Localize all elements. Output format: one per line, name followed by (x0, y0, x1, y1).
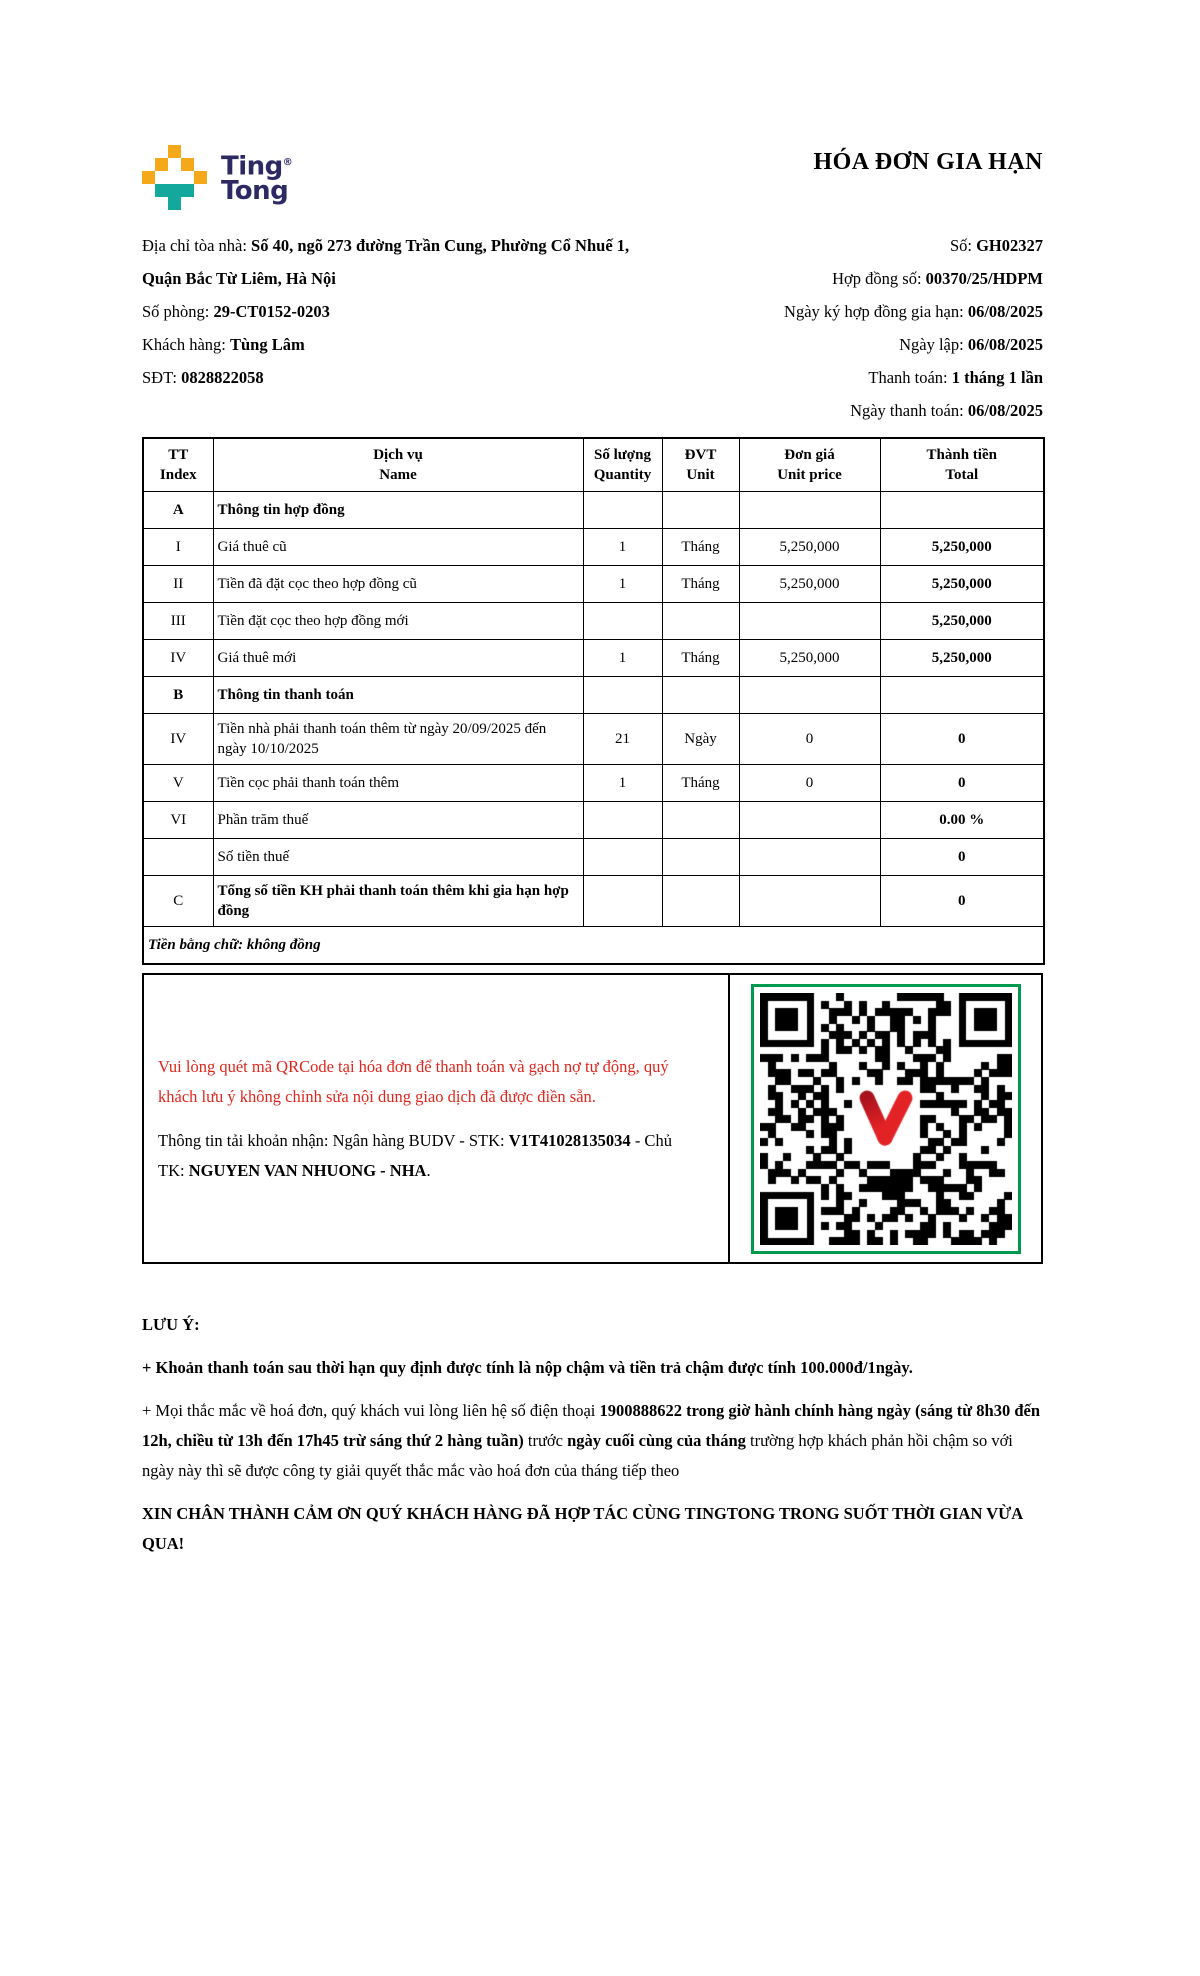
cell-name: Thông tin thanh toán (213, 677, 583, 714)
cell-unit (662, 603, 739, 640)
cell-unit-price (739, 677, 880, 714)
cell-total: 0 (880, 765, 1044, 802)
payment-box (142, 973, 1043, 1264)
building-info-value: 0828822058 (181, 368, 264, 387)
invoice-info-line: Số: GH02327 (949, 236, 1043, 255)
cell-total: 0.00 % (880, 802, 1044, 839)
cell-index: I (143, 529, 213, 566)
cell-unit-price: 5,250,000 (739, 566, 880, 603)
tingtong-logo-icon (142, 145, 207, 210)
account-segment: Thông tin tải khoản nhận: (158, 1130, 333, 1150)
cell-unit: Ngày (662, 714, 739, 765)
table-row (143, 876, 1044, 927)
cell-name: Tiền cọc phải thanh toán thêm (213, 765, 583, 802)
cell-quantity (583, 839, 662, 876)
cell-index: II (143, 566, 213, 603)
column-header: Đơn giá Unit price (739, 438, 880, 492)
cell-total (880, 492, 1044, 529)
building-info-line: Số phòng: 29-CT0152-0203 (142, 302, 330, 321)
cell-index: V (143, 765, 213, 802)
invoice-content (142, 145, 1043, 1572)
qr-notice-text: Vui lòng quét mã QRCode tại hóa đơn để thanh toán và gạch nợ tự động, quý khách lưu ý không chỉnh sửa nội dung giao dịch đã được điền sẵn. (158, 1056, 669, 1106)
cell-quantity (583, 603, 662, 640)
note-hotline-segment: trước (523, 1431, 568, 1450)
cell-index: IV (143, 714, 213, 765)
invoice-info-value: 1 tháng 1 lần (951, 368, 1043, 387)
cell-total (880, 677, 1044, 714)
account-info-text (158, 1126, 702, 1186)
cell-total: 5,250,000 (880, 529, 1044, 566)
cell-unit-price: 0 (739, 714, 880, 765)
building-info-value: Số 40, ngõ 273 đường Trần Cung, Phường Cổ Nhuế 1, Quận Bắc Từ Liêm, Hà Nội (142, 236, 630, 288)
cell-quantity: 1 (583, 529, 662, 566)
cell-total: 0 (880, 839, 1044, 876)
table-row (143, 714, 1044, 765)
invoice-info-value: GH02327 (976, 236, 1043, 255)
table-row (143, 677, 1044, 714)
logo-square (181, 158, 194, 171)
services-table (142, 437, 1045, 965)
qr-code (760, 993, 1012, 1245)
note-hotline-segment: + Mọi thắc mắc về hoá đơn, quý khách vui lòng liên hệ số điện thoại (142, 1401, 600, 1420)
invoice-info-line: Ngày ký hợp đồng gia hạn: 06/08/2025 (784, 302, 1043, 321)
tingtong-wordmark (221, 151, 293, 206)
invoice-info-line: Hợp đồng số: 00370/25/HDPM (832, 269, 1043, 288)
cell-quantity: 21 (583, 714, 662, 765)
cell-unit-price (739, 839, 880, 876)
cell-index: C (143, 876, 213, 927)
logo-word-line2: Tong (221, 175, 289, 206)
note-hotline-segment: ngày cuối cùng của tháng (567, 1431, 746, 1450)
cell-unit: Tháng (662, 765, 739, 802)
cell-total: 0 (880, 876, 1044, 927)
cell-index: A (143, 492, 213, 529)
table-row (143, 802, 1044, 839)
cell-unit (662, 802, 739, 839)
cell-total: 5,250,000 (880, 603, 1044, 640)
header (142, 145, 1043, 217)
invoice-info-line: Ngày thanh toán: 06/08/2025 (850, 401, 1043, 420)
registered-mark: ® (282, 157, 293, 168)
header-row (143, 438, 1044, 492)
cell-index: III (143, 603, 213, 640)
building-info-value: 29-CT0152-0203 (213, 302, 330, 321)
logo-square (142, 171, 155, 184)
cell-unit: Tháng (662, 566, 739, 603)
cell-total: 5,250,000 (880, 566, 1044, 603)
table-row (143, 492, 1044, 529)
table-row (143, 529, 1044, 566)
cell-unit (662, 876, 739, 927)
cell-unit: Tháng (662, 529, 739, 566)
account-segment: V1T41028135034 (508, 1130, 631, 1150)
cell-unit-price (739, 802, 880, 839)
closing-thanks: XIN CHÂN THÀNH CẢM ƠN QUÝ KHÁCH HÀNG ĐÃ HỢP TÁC CÙNG TINGTONG TRONG SUỐT THỜI GIAN VỪA QUA! (142, 1504, 1023, 1553)
cell-index: IV (143, 640, 213, 677)
cell-name: Tiền nhà phải thanh toán thêm từ ngày 20/09/2025 đến ngày 10/10/2025 (213, 714, 583, 765)
note-hotline (142, 1396, 1043, 1486)
column-header: Thành tiền Total (880, 438, 1044, 492)
column-header: Dịch vụ Name (213, 438, 583, 492)
table-row (143, 839, 1044, 876)
payment-instructions (144, 975, 730, 1262)
cell-name: Giá thuê mới (213, 640, 583, 677)
invoice-info-value: 00370/25/HDPM (925, 269, 1043, 288)
cell-quantity (583, 677, 662, 714)
note-late-payment: + Khoản thanh toán sau thời hạn quy định được tính là nộp chậm và tiền trả chậm được tính 100.000đ/1ngày. (142, 1358, 913, 1377)
cell-unit-price (739, 492, 880, 529)
cell-quantity (583, 876, 662, 927)
logo-square (168, 145, 181, 158)
cell-unit-price (739, 876, 880, 927)
account-segment: NGUYEN VAN NHUONG - NHA (188, 1160, 427, 1180)
column-header: Số lượng Quantity (583, 438, 662, 492)
cell-quantity (583, 802, 662, 839)
invoice-info-value: 06/08/2025 (967, 335, 1043, 354)
invoice-info-line: Ngày lập: 06/08/2025 (899, 335, 1043, 354)
qr-cell (730, 975, 1041, 1262)
amount-in-words-row (143, 927, 1044, 965)
document-title: HÓA ĐƠN GIA HẠN (813, 149, 1043, 175)
notes-section (142, 1310, 1043, 1559)
qr-frame (751, 984, 1021, 1254)
cell-unit-price: 5,250,000 (739, 640, 880, 677)
invoice-info-value: 06/08/2025 (967, 401, 1043, 420)
cell-total: 5,250,000 (880, 640, 1044, 677)
cell-quantity (583, 492, 662, 529)
account-segment: Ngân hàng BUDV - STK: (332, 1130, 509, 1150)
building-info-line: Địa chỉ tòa nhà: Số 40, ngõ 273 đường Trần Cung, Phường Cổ Nhuế 1, Quận Bắc Từ Liêm, Hà Nội (142, 236, 630, 288)
cell-name: Tiền đã đặt cọc theo hợp đồng cũ (213, 566, 583, 603)
table-row (143, 640, 1044, 677)
invoice-info-value: 06/08/2025 (967, 302, 1043, 321)
table-header (143, 438, 1044, 492)
cell-unit (662, 492, 739, 529)
cell-unit-price: 5,250,000 (739, 529, 880, 566)
logo-square (155, 184, 194, 197)
cell-total: 0 (880, 714, 1044, 765)
building-info (142, 229, 647, 427)
building-info-line: Khách hàng: Tùng Lâm (142, 335, 305, 354)
tingtong-logo (142, 145, 292, 210)
cell-name: Phần trăm thuế (213, 802, 583, 839)
logo-square (194, 171, 207, 184)
cell-quantity: 1 (583, 566, 662, 603)
table-row (143, 566, 1044, 603)
cell-name: Tổng số tiền KH phải thanh toán thêm khi gia hạn hợp đồng (213, 876, 583, 927)
note-hotline-segment: 1900888622 trong giờ hành chính hàng ngày (sáng từ 8h30 đến 12h, chiều từ 13h đến 17h45 trừ sáng thứ 2 hàng tuần) (142, 1401, 1040, 1450)
cell-unit (662, 839, 739, 876)
invoice-info (647, 229, 1043, 427)
building-info-value: Tùng Lâm (229, 335, 305, 354)
cell-quantity: 1 (583, 640, 662, 677)
logo-square (168, 197, 181, 210)
table-row (143, 765, 1044, 802)
cell-unit (662, 677, 739, 714)
amount-in-words: Tiền bằng chữ: không đồng (143, 927, 1044, 965)
cell-name: Tiền đặt cọc theo hợp đồng mới (213, 603, 583, 640)
column-header: ĐVT Unit (662, 438, 739, 492)
building-info-line: SĐT: 0828822058 (142, 368, 264, 387)
cell-unit: Tháng (662, 640, 739, 677)
logo-word-line1: Ting® (221, 151, 293, 182)
note-hotline-segment: trường hợp khách phản hồi chậm so với ngày này thì sẽ được công ty giải quyết thắc mắc vào hoá đơn của tháng tiếp theo (142, 1431, 1013, 1480)
cell-index (143, 839, 213, 876)
cell-index: VI (143, 802, 213, 839)
cell-unit-price (739, 603, 880, 640)
account-segment: . (426, 1160, 431, 1180)
account-segment: - Chủ TK: (158, 1130, 672, 1180)
logo-square (155, 158, 168, 171)
invoice-info-line: Thanh toán: 1 tháng 1 lần (868, 368, 1043, 387)
table-row (143, 603, 1044, 640)
cell-index: B (143, 677, 213, 714)
cell-quantity: 1 (583, 765, 662, 802)
cell-name: Giá thuê cũ (213, 529, 583, 566)
cell-name: Thông tin hợp đồng (213, 492, 583, 529)
info-section (142, 229, 1043, 427)
cell-unit-price: 0 (739, 765, 880, 802)
column-header: TT Index (143, 438, 213, 492)
notes-heading: LƯU Ý: (142, 1315, 200, 1334)
cell-name: Số tiền thuế (213, 839, 583, 876)
